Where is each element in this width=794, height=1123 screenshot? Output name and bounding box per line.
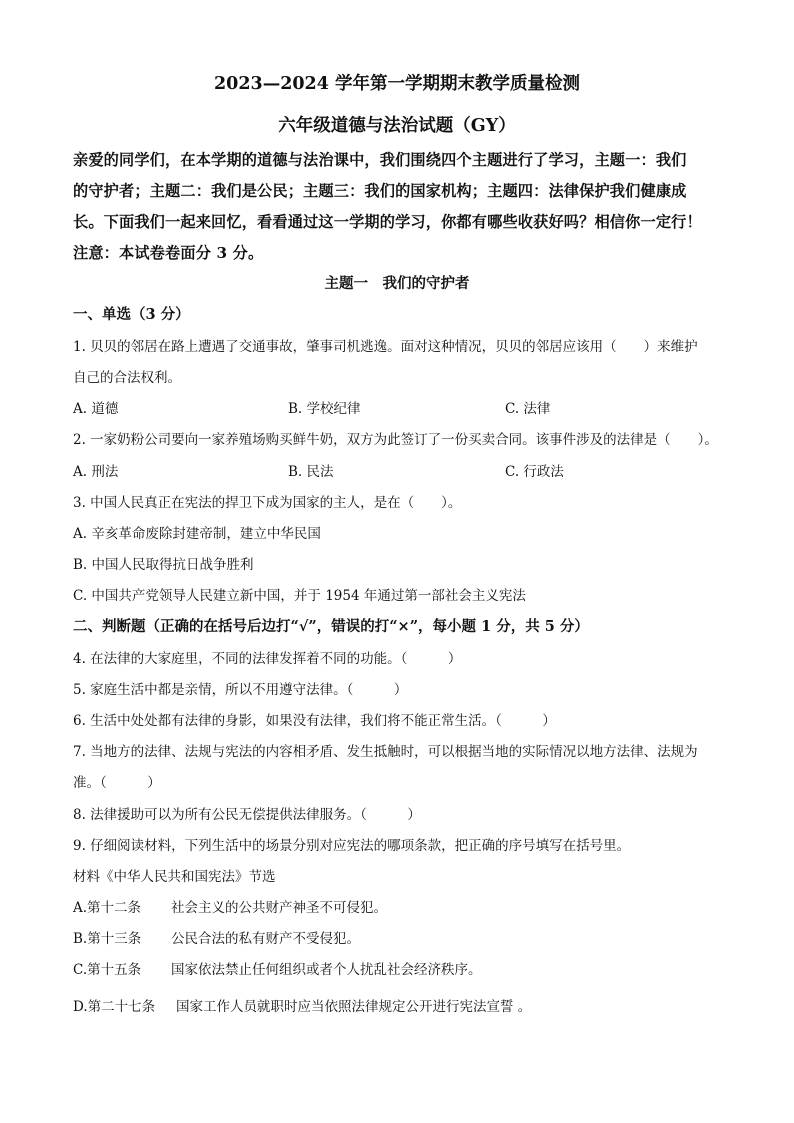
question-1-option-a: A. 道德 bbox=[73, 401, 119, 417]
question-1-line-1: 1. 贝贝的邻居在路上遭遇了交通事故，肇事司机逃逸。面对这种情况，贝贝的邻居应该用（ ）来维护 bbox=[73, 339, 698, 355]
question-5: 5. 家庭生活中都是亲情，所以不用遵守法律。（ ） bbox=[73, 682, 408, 698]
article-d-text: 国家工作人员就职时应当依照法律规定公开进行宪法宣誓 。 bbox=[176, 999, 532, 1015]
article-b-label: B.第十三条 bbox=[73, 931, 142, 947]
article-c-label: C.第十五条 bbox=[73, 962, 142, 978]
question-1-option-b: B. 学校纪律 bbox=[288, 401, 361, 417]
intro-line-1: 亲爱的同学们，在本学期的道德与法治课中，我们围绕四个主题进行了学习，主题一：我们 bbox=[73, 151, 687, 169]
article-a-label: A.第十二条 bbox=[73, 900, 142, 916]
article-c-text: 国家依法禁止任何组织或者个人扰乱社会经济秩序。 bbox=[171, 962, 482, 978]
question-2-line-1: 2. 一家奶粉公司要向一家养殖场购买鲜牛奶，双方为此签订了一份买卖合同。该事件涉及的法律是（ ）。 bbox=[73, 432, 718, 448]
section-1-title: 一、单选（3 分） bbox=[73, 306, 190, 323]
intro-note: 注意：本试卷卷面分 3 分。 bbox=[73, 244, 264, 262]
question-3-line-1: 3. 中国人民真正在宪法的捍卫下成为国家的主人，是在（ ）。 bbox=[73, 495, 462, 511]
question-1-option-c: C. 法律 bbox=[505, 401, 551, 417]
exam-subtitle: 六年级道德与法治试题（GY） bbox=[278, 116, 516, 136]
question-7-line-1: 7. 当地方的法律、法规与宪法的内容相矛盾、发生抵触时，可以根据当地的实际情况以地方法律、法规为 bbox=[73, 744, 698, 760]
question-9: 9. 仔细阅读材料，下列生活中的场景分别对应宪法的哪项条款，把正确的序号填写在括号里。 bbox=[73, 838, 631, 854]
question-2-option-a: A. 刑法 bbox=[73, 464, 119, 480]
question-2-option-b: B. 民法 bbox=[288, 464, 334, 480]
question-8: 8. 法律援助可以为所有公民无偿提供法律服务。（ ） bbox=[73, 807, 421, 823]
question-6: 6. 生活中处处都有法律的身影，如果没有法律，我们将不能正常生活。（ ） bbox=[73, 713, 556, 729]
article-d bbox=[73, 998, 531, 1016]
question-3-option-b: B. 中国人民取得抗日战争胜利 bbox=[73, 557, 254, 573]
theme-1-title: 主题一 我们的守护者 bbox=[324, 275, 470, 292]
article-b-text: 公民合法的私有财产不受侵犯。 bbox=[171, 931, 360, 947]
article-c bbox=[73, 961, 482, 979]
question-2-option-c: C. 行政法 bbox=[505, 464, 564, 480]
question-7-line-2: 准。（ ） bbox=[73, 775, 161, 791]
section-2-title: 二、判断题（正确的在括号后边打“√”，错误的打“×”，每小题 1 分，共 5 分） bbox=[73, 618, 589, 635]
question-3-option-c: C. 中国共产党领导人民建立新中国，并于 1954 年通过第一部社会主义宪法 bbox=[73, 588, 526, 604]
exam-title: 2023—2024 学年第一学期期末教学质量检测 bbox=[213, 74, 580, 94]
article-b bbox=[73, 930, 360, 948]
question-1-line-2: 自己的合法权利。 bbox=[73, 370, 181, 386]
article-d-label: D.第二十七条 bbox=[73, 999, 156, 1015]
material-heading: 材料《中华人民共和国宪法》节选 bbox=[73, 869, 276, 885]
article-a bbox=[73, 899, 387, 917]
question-3-option-a: A. 辛亥革命废除封建帝制，建立中华民国 bbox=[73, 526, 321, 542]
question-4: 4. 在法律的大家庭里，不同的法律发挥着不同的功能。（ ） bbox=[73, 651, 462, 667]
intro-line-2: 的守护者；主题二：我们是公民；主题三：我们的国家机构；主题四：法律保护我们健康成 bbox=[73, 182, 687, 200]
intro-line-3: 长。下面我们一起来回忆，看看通过这一学期的学习，你都有哪些收获好吗？相信你一定行！ bbox=[73, 213, 702, 231]
article-a-text: 社会主义的公共财产神圣不可侵犯。 bbox=[171, 900, 387, 916]
